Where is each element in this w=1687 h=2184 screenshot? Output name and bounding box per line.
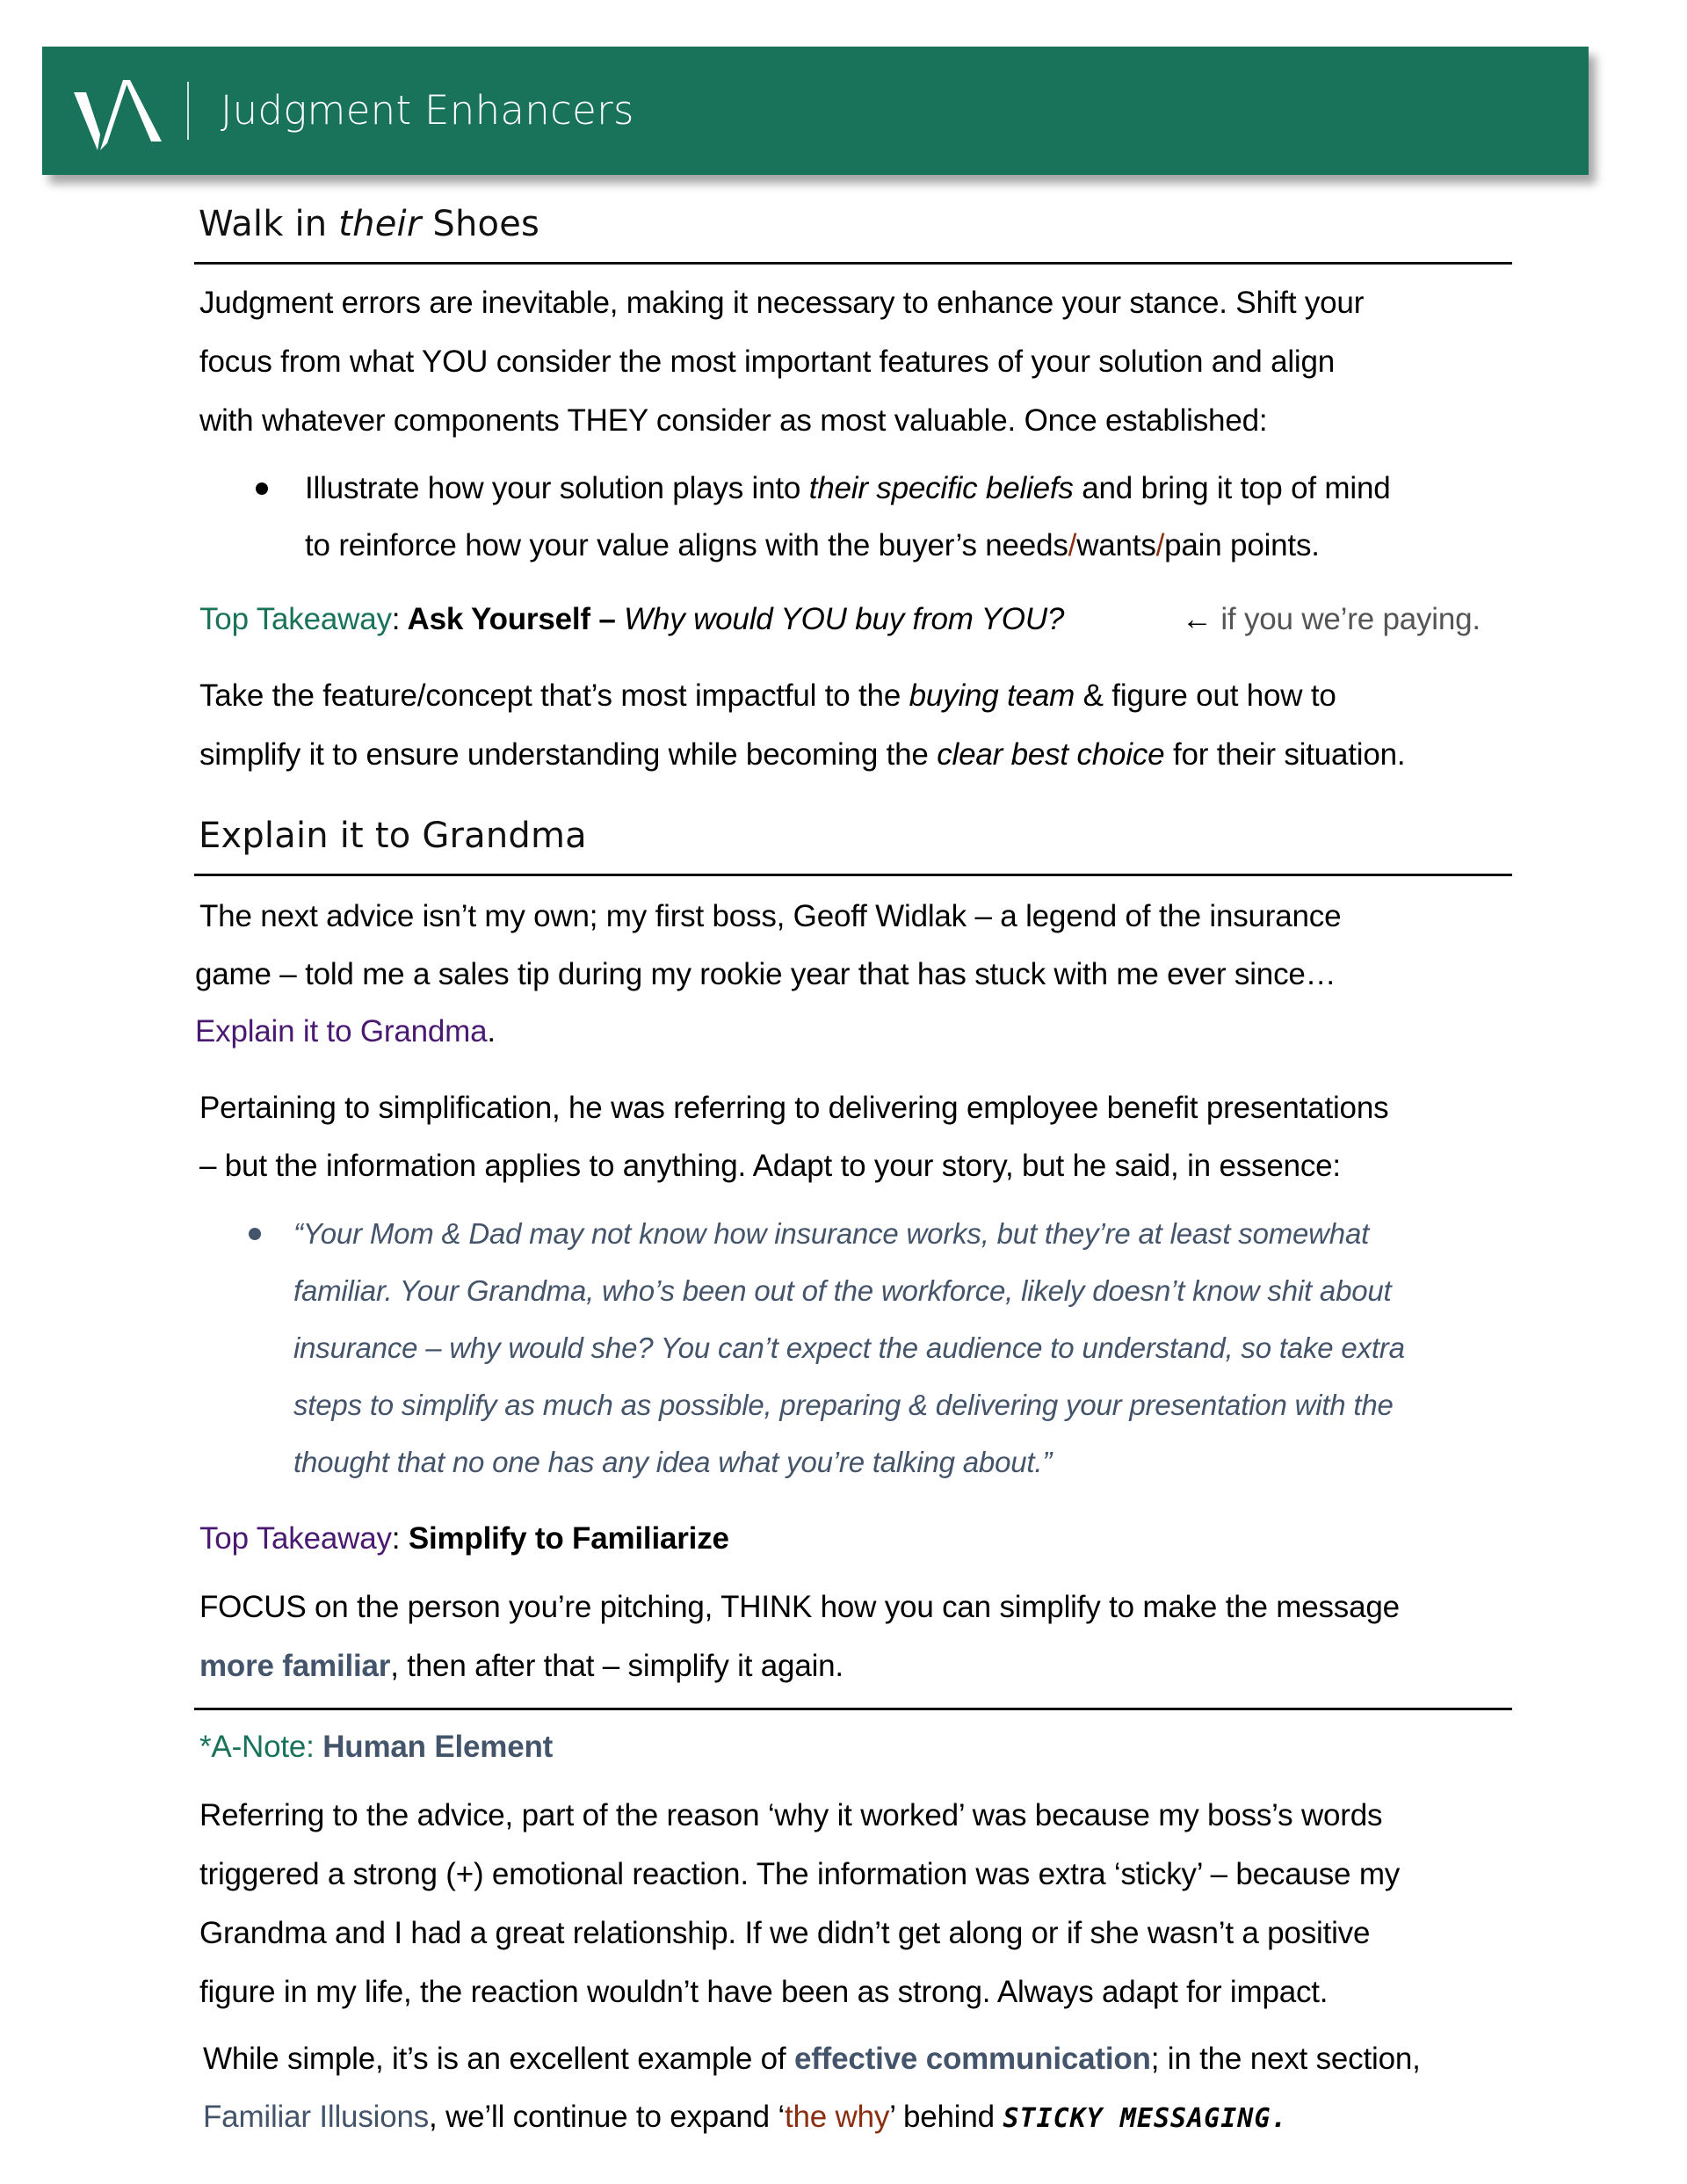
banner-title: Judgment Enhancers [221,87,634,134]
va-logo-icon [74,80,163,150]
a-note-heading [199,1731,553,1762]
aside-text: if you we’re paying. [1212,602,1481,636]
text: ’ behind [889,2100,1003,2134]
a-note-title: Human Element [314,1730,554,1764]
a-note-label: A-Note: [211,1730,315,1764]
quote-line: insurance – why would she? You can’t expect the audience to understand, so take extra [293,1331,1405,1364]
text: to reinforce how your value aligns with the buyer’s needs [305,528,1068,562]
paragraph-line [199,1651,844,1681]
section-divider [194,262,1512,265]
emphasis: clear best choice [937,737,1165,772]
paragraph-line: – but the information applies to anything. Adapt to your story, but he said, in essence: [199,1149,1341,1183]
quote-line: “Your Mom & Dad may not know how insurance works, but they’re at least somewhat [293,1217,1370,1250]
takeaway-title: Ask Yourself – [400,602,625,636]
paragraph-line: Referring to the advice, part of the reason ‘why it worked’ was because my boss’s words [199,1798,1383,1832]
quote-bullet-dot [249,1228,261,1240]
bullet-line [305,473,1390,504]
asterisk: * [199,1730,212,1764]
slash: / [1155,528,1165,562]
takeaway-title: Simplify to Familiarize [400,1521,729,1556]
paragraph-line [199,739,1405,770]
paragraph-line: focus from what YOU consider the most important features of your solution and align [199,345,1336,379]
text: and bring it top of mind [1073,471,1391,505]
quote-line: steps to simplify as much as possible, preparing & delivering your presentation with the [293,1389,1394,1421]
text: , we’ll continue to expand ‘ [429,2100,785,2134]
bullet-line [305,530,1320,561]
colon: : [391,1521,401,1556]
paragraph-line: game – told me a sales tip during my rookie year that has stuck with me ever since… [195,957,1336,991]
paragraph-line: Grandma and I had a great relationship. If we didn’t get along or if she wasn’t a positive [199,1916,1371,1950]
text: wants [1076,528,1156,562]
text: for their situation. [1164,737,1406,772]
section-heading-walk [199,204,539,244]
highlight-text: the why [784,2100,890,2134]
takeaway-aside [1182,604,1481,635]
text: ; in the next section, [1150,2042,1421,2076]
top-takeaway-1 [199,604,1064,635]
text: , then after that – simplify it again. [390,1649,844,1683]
bullet-dot [256,483,268,495]
next-section-link[interactable]: Familiar Illusions [203,2100,430,2134]
section-divider [194,874,1512,876]
takeaway-label: Top Takeaway [199,1521,392,1556]
emphasis: their specific beliefs [808,471,1074,505]
logo-separator [187,82,189,140]
text: & figure out how to [1075,678,1336,713]
heading-text: Walk in [199,204,339,244]
heading-emphasis: their [338,204,422,244]
colon: : [391,602,401,636]
section-divider [194,1708,1512,1710]
emphasis: effective communication [793,2042,1151,2076]
paragraph-line: The next advice isn’t my own; my first boss, Geoff Widlak – a legend of the insurance [199,899,1342,933]
text: . [487,1014,496,1048]
arrow-left-icon: ← [1182,602,1213,636]
paragraph-line [203,2101,1287,2132]
text: simplify it to ensure understanding while becoming the [199,737,938,772]
quote-line: familiar. Your Grandma, who’s been out of the workforce, likely doesn’t know shit about [293,1274,1392,1307]
paragraph-line [195,1016,496,1047]
text: While simple, it’s is an excellent example of [203,2042,794,2076]
emphasis: buying team [909,678,1075,713]
text: Take the feature/concept that’s most impactful to the [199,678,909,713]
paragraph-line: triggered a strong (+) emotional reaction. The information was extra ‘sticky’ – because my [199,1857,1401,1891]
emphasis: more familiar [199,1649,391,1683]
section-heading-grandma: Explain it to Grandma [199,816,587,856]
quote-line: thought that no one has any idea what you’re talking about.” [293,1446,1053,1478]
heading-text: Shoes [421,204,540,244]
highlight-text: Explain it to Grandma [195,1014,488,1048]
paragraph-line: figure in my life, the reaction wouldn’t have been as strong. Always adapt for impact. [199,1975,1329,2009]
paragraph-line: Judgment errors are inevitable, making it necessary to enhance your stance. Shift your [199,286,1365,320]
takeaway-question: Why would YOU buy from YOU? [624,602,1065,636]
sticky-messaging-text: STICKY MESSAGING. [1003,2103,1288,2134]
paragraph-line [203,2043,1421,2074]
paragraph-line: with whatever components THEY consider as most valuable. Once established: [199,403,1268,438]
takeaway-label: Top Takeaway [199,602,392,636]
top-takeaway-2 [199,1523,729,1554]
text: Illustrate how your solution plays into [305,471,809,505]
paragraph-line: Pertaining to simplification, he was referring to delivering employee benefit presentations [199,1091,1389,1125]
header-banner [42,47,1589,175]
paragraph-line: FOCUS on the person you’re pitching, THINK how you can simplify to make the message [199,1590,1400,1624]
slash: / [1068,528,1077,562]
paragraph-line [199,680,1336,711]
text: pain points. [1164,528,1320,562]
